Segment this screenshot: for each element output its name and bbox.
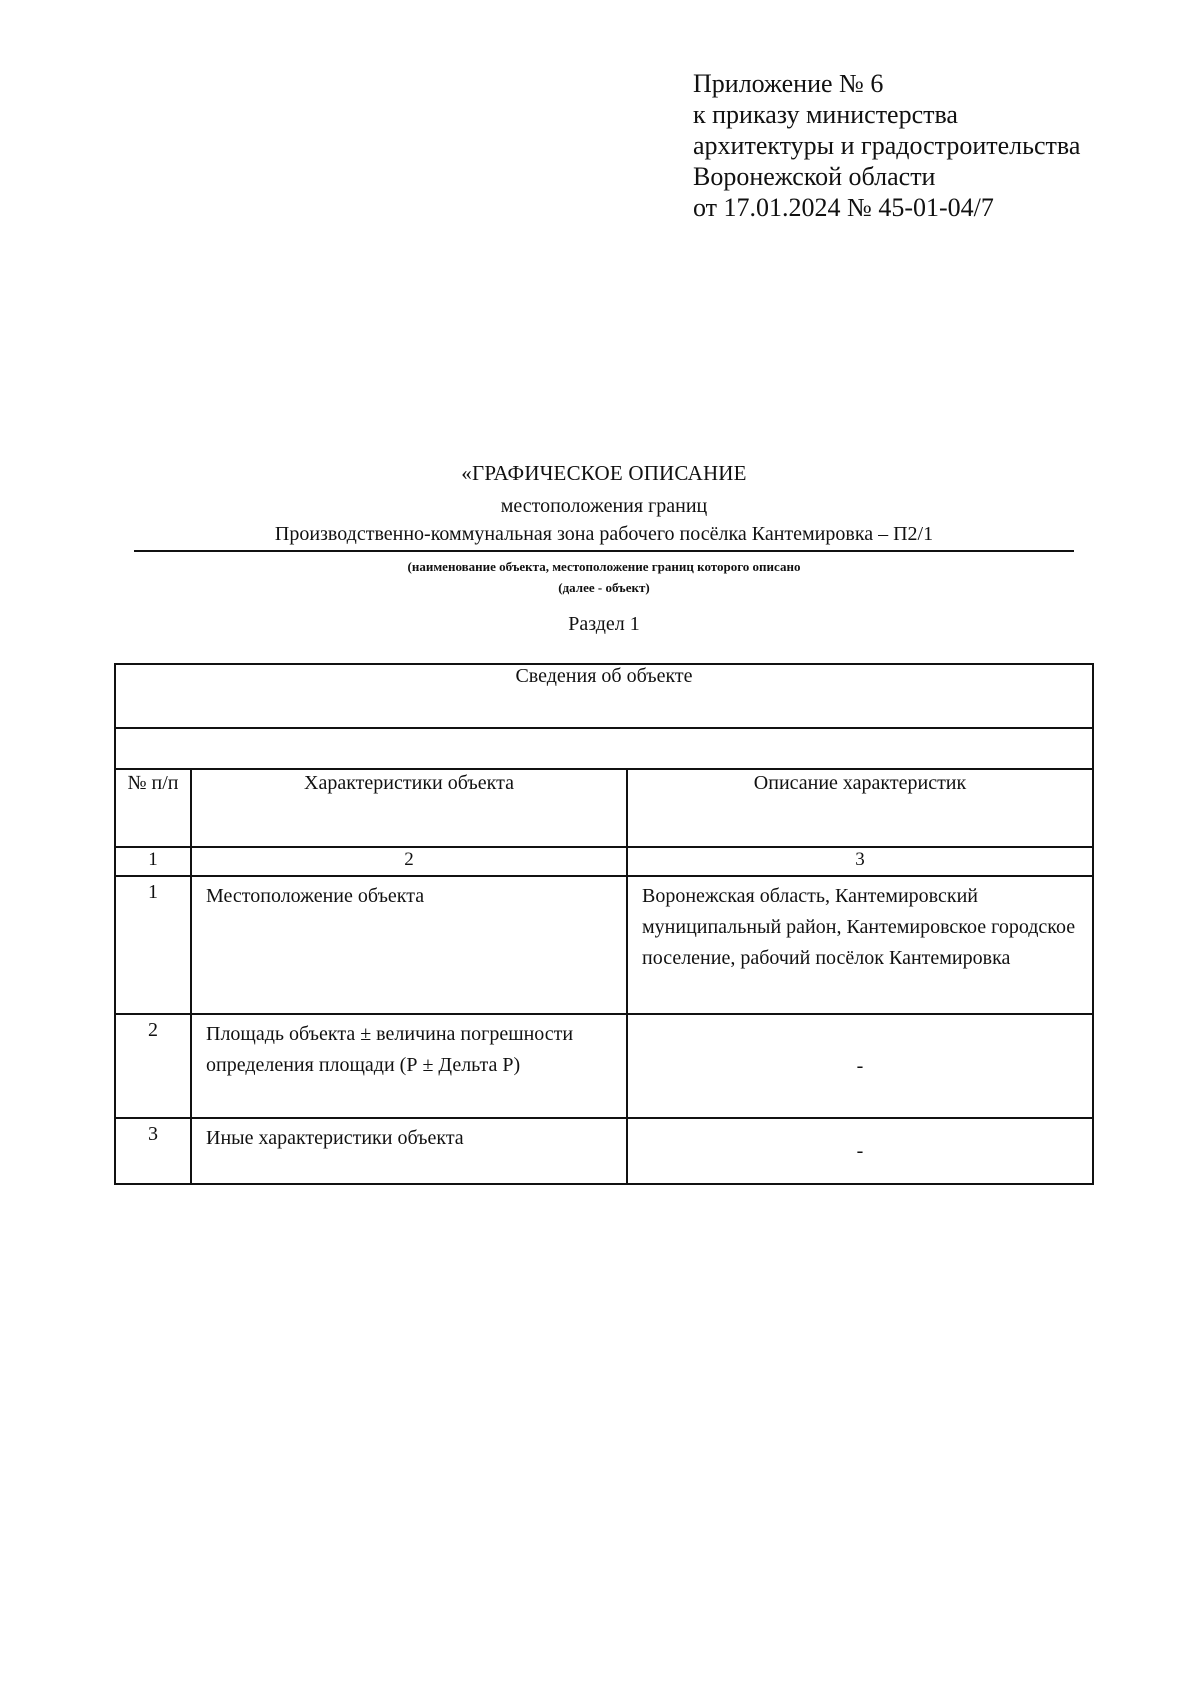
object-name-caption <box>134 556 1074 598</box>
column-header-characteristic: Характеристики объекта <box>191 769 627 847</box>
row-characteristic: Площадь объекта ± величина погрешности определения площади (Р ± Дельта Р) <box>191 1014 627 1118</box>
object-info-table <box>114 663 1094 1185</box>
table-row <box>115 1014 1093 1118</box>
row-description: - <box>627 1118 1093 1184</box>
appendix-line: Воронежской области <box>693 162 936 191</box>
table-header-row <box>115 769 1093 847</box>
table-heading: Сведения об объекте <box>115 664 1093 728</box>
column-number: 2 <box>191 847 627 876</box>
object-name: Производственно-коммунальная зона рабочего посёлка Кантемировка – П2/1 <box>134 521 1074 552</box>
column-number-row <box>115 847 1093 876</box>
column-header-num: № п/п <box>115 769 191 847</box>
table-empty-row <box>115 728 1093 769</box>
table-heading-row <box>115 664 1093 728</box>
table-row <box>115 1118 1093 1184</box>
empty-cell <box>115 728 1093 769</box>
appendix-line: от 17.01.2024 № 45-01-04/7 <box>693 193 994 222</box>
row-number: 3 <box>115 1118 191 1184</box>
appendix-line: архитектуры и градостроительства <box>693 131 1081 160</box>
table-row <box>115 876 1093 1014</box>
caption-line: (далее - объект) <box>558 580 650 595</box>
column-header-description: Описание характеристик <box>627 769 1093 847</box>
appendix-line: к приказу министерства <box>693 100 958 129</box>
row-description: Воронежская область, Кантемировский муниципальный район, Кантемировское городское поселение, рабочий посёлок Кантемировка <box>627 876 1093 1014</box>
document-subtitle: местоположения границ <box>500 495 708 517</box>
document-heading <box>134 458 1074 638</box>
column-number: 1 <box>115 847 191 876</box>
appendix-reference <box>693 68 1173 223</box>
document-title: «ГРАФИЧЕСКОЕ ОПИСАНИЕ <box>461 461 747 485</box>
row-number: 2 <box>115 1014 191 1118</box>
column-number: 3 <box>627 847 1093 876</box>
section-label: Раздел 1 <box>568 613 640 635</box>
row-characteristic: Иные характеристики объекта <box>191 1118 627 1184</box>
caption-line: (наименование объекта, местоположение границ которого описано <box>407 559 801 574</box>
row-number: 1 <box>115 876 191 1014</box>
appendix-line: Приложение № 6 <box>693 69 884 98</box>
row-description: - <box>627 1014 1093 1118</box>
row-characteristic: Местоположение объекта <box>191 876 627 1014</box>
